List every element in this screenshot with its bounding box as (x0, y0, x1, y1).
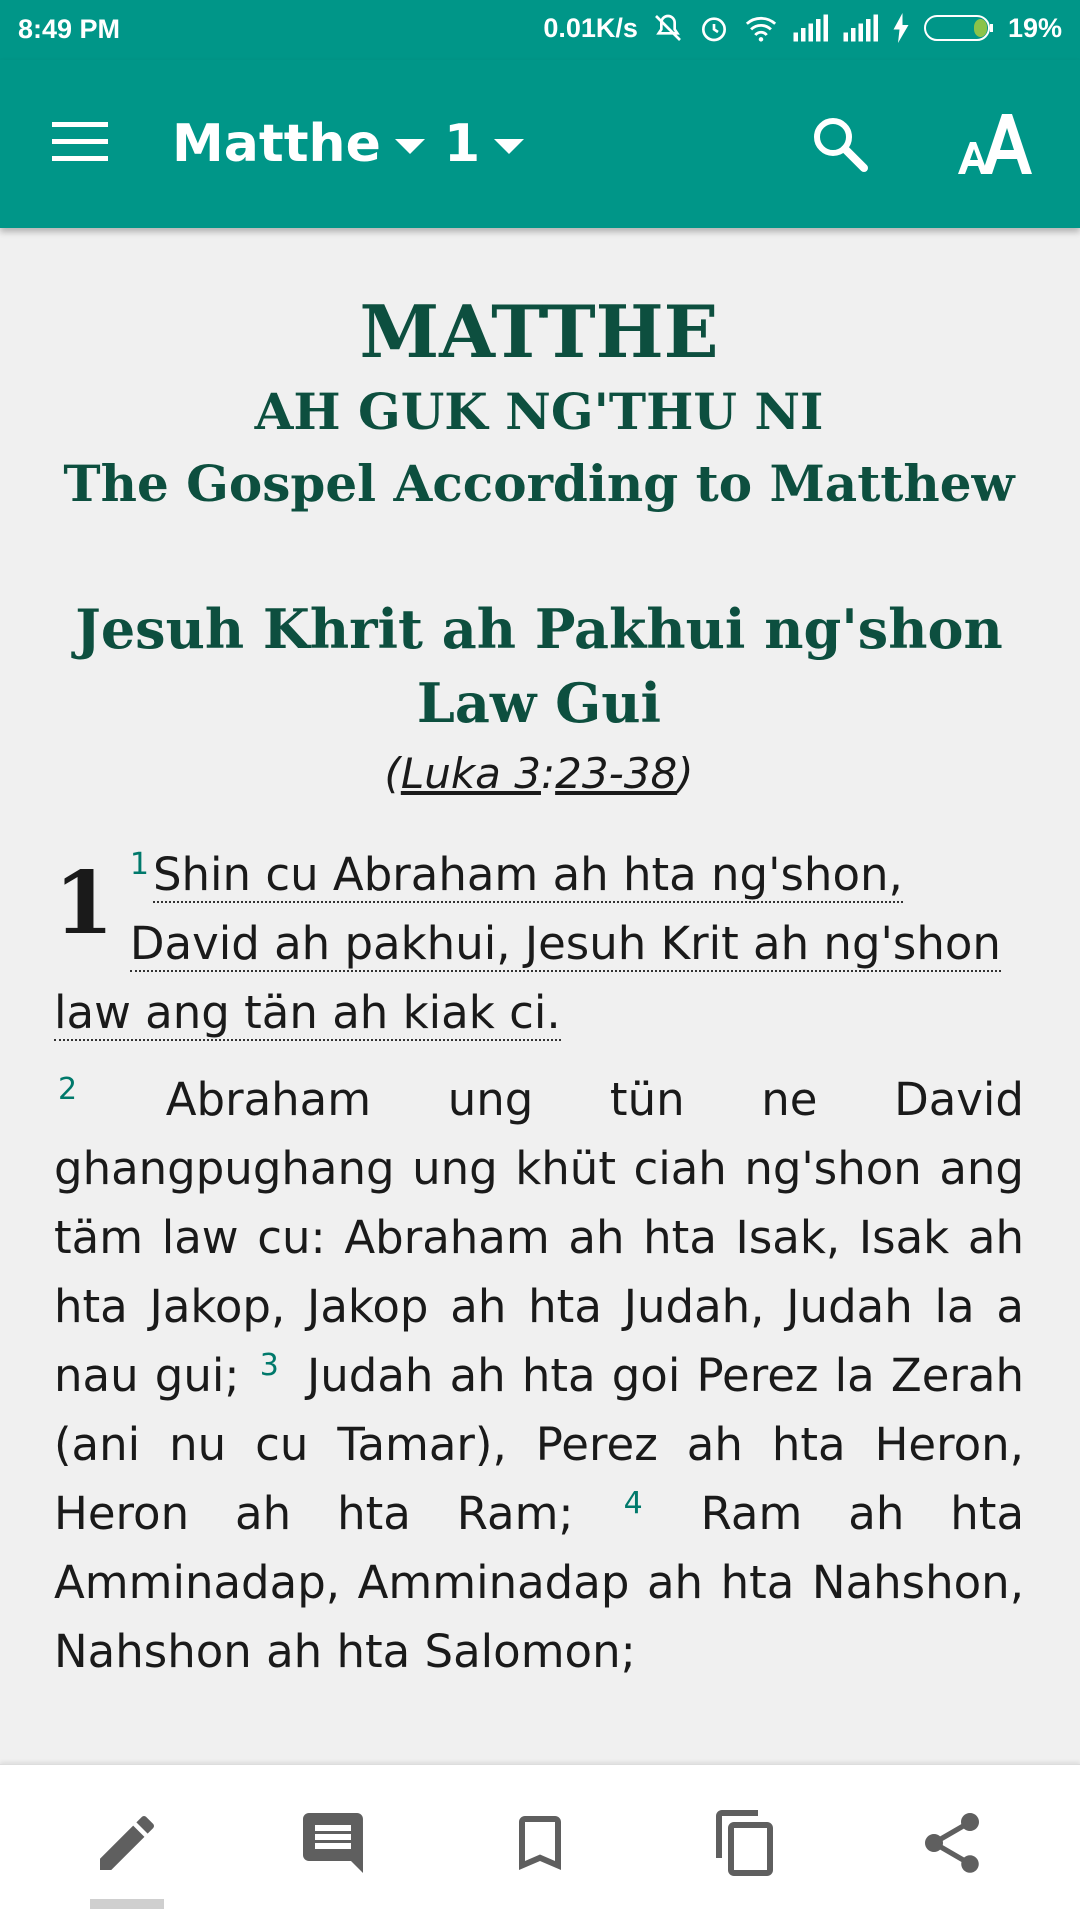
bookmark-button[interactable] (500, 1803, 580, 1883)
status-time: 8:49 PM (18, 14, 121, 44)
share-icon (916, 1807, 988, 1879)
copy-icon (710, 1807, 782, 1879)
book-subtitle-english: The Gospel According to Matthew (63, 454, 1015, 513)
book-subtitle: AH GUK NG'THU NI (254, 382, 824, 441)
verse-text-selected[interactable]: Shin cu Abraham ah hta ng'shon, David ah pakhui, Jesuh Krit ah ng'shon law ang tän ah kiak ci. (54, 848, 1001, 1039)
verse-text[interactable]: Abraham ung tün ne David ghangpughang ung khüt ciah ng'shon ang täm law cu: Abraham ah hta Isak, Isak ah hta Jakop, Jakop ah hta Judah, Judah la a nau gui; (54, 1073, 1024, 1402)
search-icon (808, 112, 872, 176)
menu-button[interactable] (50, 118, 110, 166)
book-selector[interactable] (172, 112, 425, 176)
verse-number[interactable]: 2 (58, 1072, 78, 1107)
copy-button[interactable] (706, 1803, 786, 1883)
network-speed: 0.01K/s (543, 12, 638, 43)
mute-icon (652, 12, 684, 44)
scripture-content[interactable] (54, 228, 1024, 1764)
chevron-down-icon (494, 139, 524, 154)
search-button[interactable] (808, 112, 872, 176)
share-button[interactable] (912, 1803, 992, 1883)
chevron-down-icon (395, 139, 425, 154)
alarm-icon (698, 12, 730, 44)
highlight-button[interactable] (87, 1803, 167, 1883)
book-title: MATTHE (359, 289, 719, 374)
chapter-number-label: 1 (444, 114, 481, 174)
highlight-color-indicator (90, 1899, 164, 1909)
battery-icon (924, 14, 994, 42)
note-button[interactable] (293, 1803, 373, 1883)
battery-percent: 19% (1007, 12, 1062, 43)
font-size-icon (956, 108, 1036, 178)
verse-text[interactable]: Ram ah hta Amminadap, Amminadap ah hta Nahshon, Nahshon ah hta Salomon; (54, 1487, 1024, 1678)
bookmark-icon (504, 1807, 576, 1879)
note-icon (297, 1807, 369, 1879)
chapter-drop-number: 1 (54, 853, 114, 954)
wifi-icon (744, 13, 778, 43)
font-size-button[interactable] (956, 108, 1036, 178)
app-bar (0, 60, 1080, 228)
verse-number[interactable]: 1 (129, 847, 149, 882)
signal-icon (842, 14, 878, 42)
book-name: Matthe (172, 114, 381, 174)
verse-number[interactable]: 3 (259, 1348, 279, 1383)
signal-icon (792, 14, 828, 42)
highlight-pen-icon (91, 1807, 163, 1879)
reference-link-chapter[interactable]: Luka 3 (400, 749, 541, 798)
chapter-selector[interactable] (444, 112, 524, 176)
reference-link-verses[interactable]: 23-38 (555, 749, 678, 798)
status-icons (543, 12, 1062, 44)
verse-paragraph (54, 1065, 1024, 1686)
status-bar (0, 0, 1080, 60)
verse-1-block (54, 840, 1024, 1047)
menu-icon (50, 118, 110, 166)
verse-text[interactable]: Judah ah hta goi Perez la Zerah (ani nu cu Tamar), Perez ah hta Heron, Heron ah hta Ram; (54, 1349, 1024, 1540)
section-heading: Jesuh Khrit ah Pakhui ng'shon Law Gui (75, 597, 1003, 735)
verse-number[interactable]: 4 (623, 1486, 643, 1521)
parallel-reference: (Luka 3:23-38) (384, 749, 694, 798)
selection-action-bar (0, 1764, 1080, 1921)
charging-icon (892, 13, 910, 43)
